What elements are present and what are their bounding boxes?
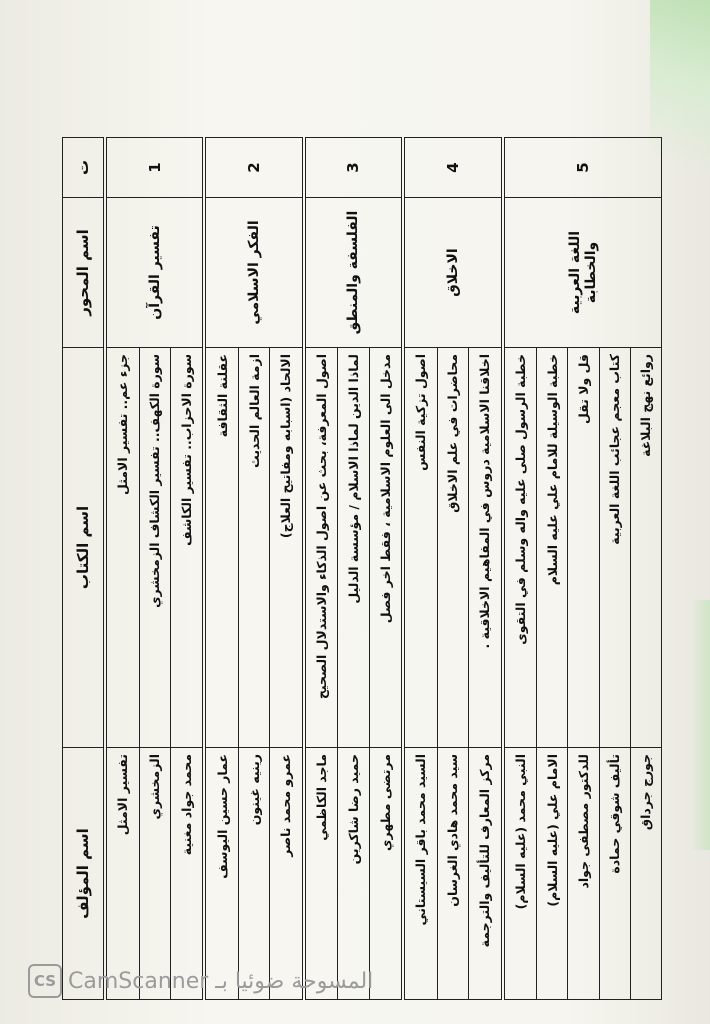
book-name: الالحاد (اسبابه ومفاتيح العلاج) — [270, 348, 304, 748]
book-name: كتاب معجم عجائب اللغة العربية — [599, 348, 630, 748]
book-name: مدخل الى العلوم الاسلامية ، فقط اخر فصل — [369, 348, 403, 748]
author-name: تأليف شوقي حمادة — [599, 748, 630, 1000]
axis-name: الفكر الاسلامي — [204, 198, 303, 348]
book-name: روائع نهج البلاغة — [630, 348, 661, 748]
book-name: سورة الكهف.. تفسير الكشاف الزمخشري — [139, 348, 170, 748]
header-num: ت — [63, 138, 106, 198]
group-number: 4 — [403, 138, 502, 198]
header-axis: اسم المحور — [63, 198, 106, 348]
author-name: تفسير الامثل — [105, 748, 139, 1000]
table-row — [204, 138, 238, 1000]
table-row — [304, 138, 338, 1000]
camscanner-logo-icon: CS — [28, 964, 62, 998]
page-edge-stain — [690, 600, 710, 850]
author-name: مركز المعارف للتأليف والترجمة — [468, 748, 502, 1000]
books-table — [62, 137, 662, 1000]
group-number: 2 — [204, 138, 303, 198]
table-row — [105, 138, 139, 1000]
group-number: 5 — [503, 138, 662, 198]
axis-name: الفلسفة والمنطق — [304, 198, 403, 348]
author-name: ماجد الكاظمي — [304, 748, 338, 1000]
author-name: السيد محمد باقر السيستاني — [403, 748, 437, 1000]
author-name: النبي محمد (عليه السلام) — [503, 748, 537, 1000]
author-name: محمد جواد مغنية — [170, 748, 204, 1000]
book-name: اصول تزكية النفس — [403, 348, 437, 748]
author-name: عمار حسين اليوسف — [204, 748, 238, 1000]
scanner-watermark — [28, 964, 373, 998]
author-name: حميد رضا شاكرين — [338, 748, 369, 1000]
book-name: خطبة الوسيلة للامام علي عليه السلام — [537, 348, 568, 748]
axis-name: الاخلاق — [403, 198, 502, 348]
table-row — [503, 138, 537, 1000]
table-row — [403, 138, 437, 1000]
book-name: اصول المعرفة، بحث عن اصول الذكاء والاستدلال الصحيح — [304, 348, 338, 748]
header-author: اسم المؤلف — [63, 748, 106, 1000]
book-name: محاضرات في علم الاخلاق — [437, 348, 468, 748]
book-name: جزء عم.. تفسير الامثل — [105, 348, 139, 748]
header-book: اسم الكتاب — [63, 348, 106, 748]
book-name: عقلنة الثقافة — [204, 348, 238, 748]
group-number: 1 — [105, 138, 204, 198]
book-name: قل ولا تقل — [568, 348, 599, 748]
rotated-table-wrapper — [62, 138, 662, 1000]
watermark-text: CamScanner المسوحة ضوئيا بـ — [68, 968, 374, 994]
book-name: لماذا الدين لماذا الاسلام / مؤسسة الدليل — [338, 348, 369, 748]
author-name: مرتضى مطهري — [369, 748, 403, 1000]
author-name: رينيه غينون — [239, 748, 270, 1000]
author-name: الزمخشري — [139, 748, 170, 1000]
book-name: اخلاقنا الاسلامية دروس في المفاهيم الاخلاقية . — [468, 348, 502, 748]
axis-name: تفسير القرآن — [105, 198, 204, 348]
author-name: للدكتور مصطفى جواد — [568, 748, 599, 1000]
author-name: جورج جرداق — [630, 748, 661, 1000]
book-name: خطبة الرسول صلى عليه واله وسلم في التقوى — [503, 348, 537, 748]
author-name: الامام علي (عليه السلام) — [537, 748, 568, 1000]
group-number: 3 — [304, 138, 403, 198]
header-row — [63, 138, 106, 1000]
book-name: ازمة العالم الحديث — [239, 348, 270, 748]
axis-name: اللغة العربية والخطابة — [503, 198, 662, 348]
book-name: سورة الاحزاب.. تفسير الكاشف — [170, 348, 204, 748]
author-name: سيد محمد هادي الغرسان — [437, 748, 468, 1000]
author-name: عمرو محمد ناصر — [270, 748, 304, 1000]
